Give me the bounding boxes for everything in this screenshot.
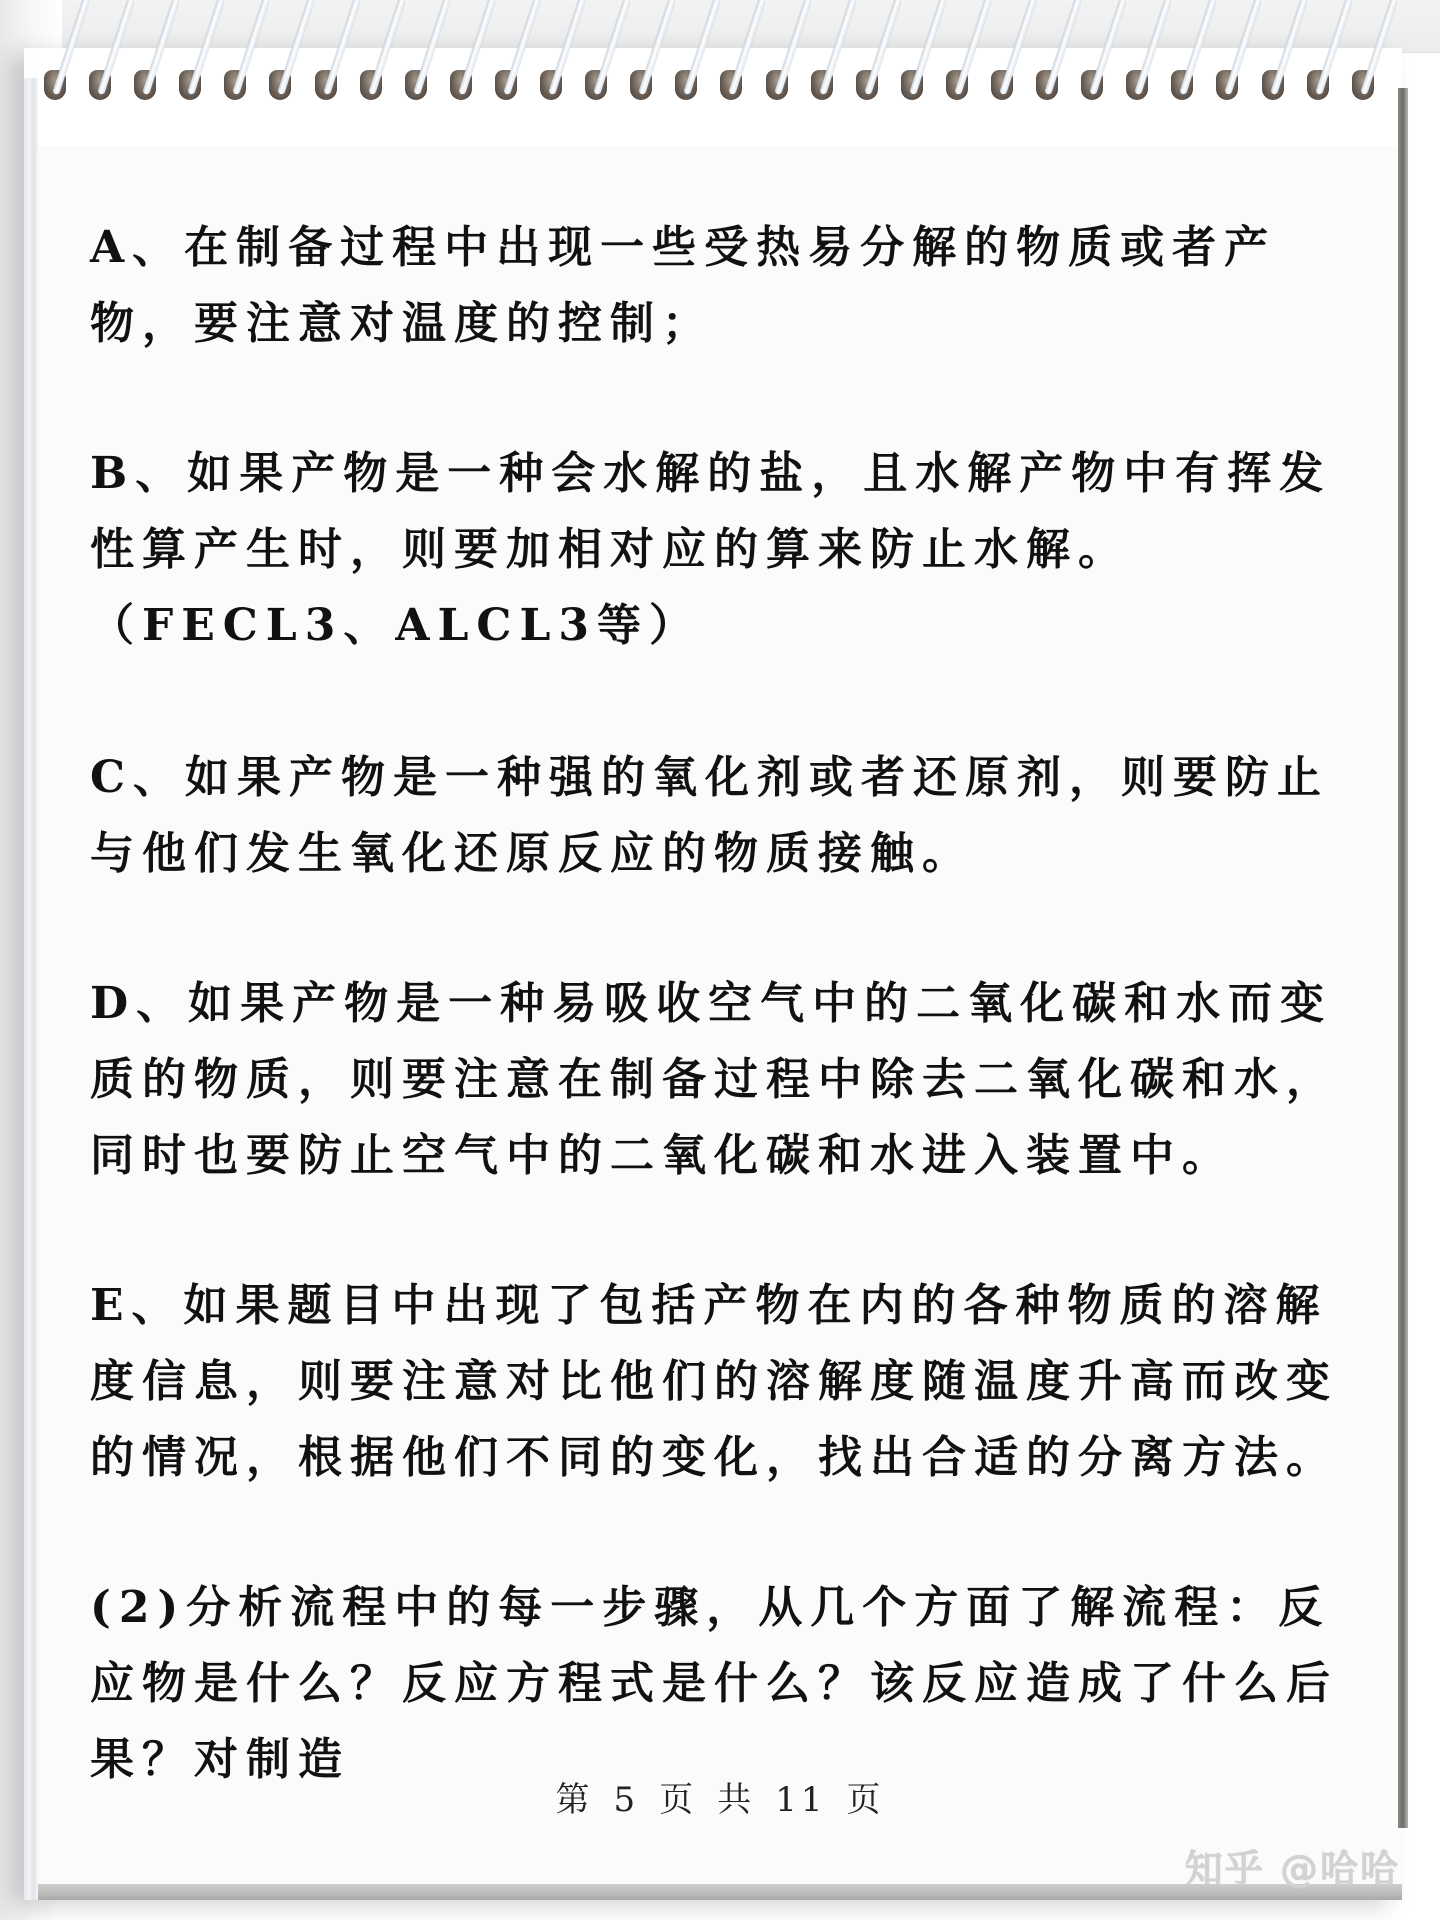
spiral-ring <box>446 0 478 110</box>
spiral-wire <box>1225 0 1263 95</box>
spiral-ring <box>1212 0 1244 110</box>
spiral-ring <box>40 0 72 110</box>
spiral-ring <box>1258 0 1290 110</box>
spiral-wire <box>142 0 180 95</box>
spiral-wire <box>1315 0 1353 95</box>
spiral-wire <box>368 0 406 95</box>
spiral-ring <box>220 0 252 110</box>
spiral-wire <box>638 0 676 95</box>
spiral-wire <box>278 0 316 95</box>
spiral-wire <box>548 0 586 95</box>
page-number <box>0 1772 1440 1821</box>
spiral-ring <box>311 0 343 110</box>
spiral-wire <box>413 0 451 95</box>
spiral-ring <box>356 0 388 110</box>
spiral-wire <box>683 0 721 95</box>
spiral-ring <box>491 0 523 110</box>
spiral-wire <box>233 0 271 95</box>
paragraph-c: C、如果产物是一种强的氧化剂或者还原剂，则要防止与他们发生氧化还原反应的物质接触。 <box>90 752 1330 879</box>
page-label-prefix: 第 <box>555 1780 594 1820</box>
spiral-ring <box>1167 0 1199 110</box>
document-content <box>90 210 1360 1872</box>
spiral-ring <box>897 0 929 110</box>
spiral-wire <box>1180 0 1218 95</box>
spiral-ring <box>581 0 613 110</box>
spiral-ring <box>85 0 117 110</box>
spiral-ring <box>1077 0 1109 110</box>
spiral-ring <box>852 0 884 110</box>
spiral-ring <box>942 0 974 110</box>
spiral-wire <box>1134 0 1172 95</box>
spiral-ring <box>807 0 839 110</box>
notebook-left-edge <box>24 78 38 1900</box>
spiral-wire <box>1270 0 1308 95</box>
page-unit: 页 <box>659 1780 698 1820</box>
paragraph-2: (2)分析流程中的每一步骤，从几个方面了解流程：反应物是什么？反应方程式是什么？该反应造成了什么后果？对制造 <box>90 1582 1338 1785</box>
paragraph-d: D、如果产物是一种易吸收空气中的二氧化碳和水而变质的物质，则要注意在制备过程中除去二氧化碳和水，同时也要防止空气中的二氧化碳和水进入装置中。 <box>90 978 1338 1181</box>
spiral-ring <box>536 0 568 110</box>
spiral-wire <box>909 0 947 95</box>
spiral-wire <box>729 0 767 95</box>
spiral-wire <box>864 0 902 95</box>
spiral-ring <box>671 0 703 110</box>
watermark: 知乎 @哈哈 <box>1184 1847 1400 1891</box>
paragraph-b: B、如果产物是一种会水解的盐，且水解产物中有挥发性算产生时，则要加相对应的算来防止水解。（FECL3、ALCL3等） <box>90 448 1332 651</box>
total-pages: 11 <box>775 1780 827 1820</box>
total-label: 共 <box>717 1780 756 1820</box>
spiral-wire <box>458 0 496 95</box>
spiral-ring <box>987 0 1019 110</box>
spiral-wire <box>503 0 541 95</box>
spiral-wire <box>52 0 90 95</box>
spiral-wire <box>323 0 361 95</box>
spiral-ring <box>1122 0 1154 110</box>
spiral-wire <box>593 0 631 95</box>
spiral-ring <box>401 0 433 110</box>
spiral-wire <box>819 0 857 95</box>
paragraph-a: A、在制备过程中出现一些受热易分解的物质或者产物，要注意对温度的控制； <box>90 222 1277 349</box>
current-page: 5 <box>613 1780 640 1820</box>
spiral-wire <box>774 0 812 95</box>
spiral-ring <box>175 0 207 110</box>
spiral-ring <box>265 0 297 110</box>
spiral-wire <box>97 0 135 95</box>
paragraph-e: E、如果题目中出现了包括产物在内的各种物质的溶解度信息，则要注意对比他们的溶解度随温度升高而改变的情况，根据他们不同的变化，找出合适的分离方法。 <box>90 1280 1338 1483</box>
spiral-ring <box>130 0 162 110</box>
spiral-ring <box>762 0 794 110</box>
spiral-ring <box>716 0 748 110</box>
spiral-wire <box>954 0 992 95</box>
spiral-wire <box>187 0 225 95</box>
page-unit-2: 页 <box>846 1780 885 1820</box>
spiral-wire <box>1044 0 1082 95</box>
spiral-wire <box>1089 0 1127 95</box>
spiral-wire <box>999 0 1037 95</box>
spiral-ring <box>626 0 658 110</box>
spiral-ring <box>1032 0 1064 110</box>
notebook-right-edge <box>1398 88 1408 1828</box>
spiral-binding <box>30 0 1390 110</box>
spiral-ring <box>1348 0 1380 110</box>
spiral-ring <box>1303 0 1335 110</box>
